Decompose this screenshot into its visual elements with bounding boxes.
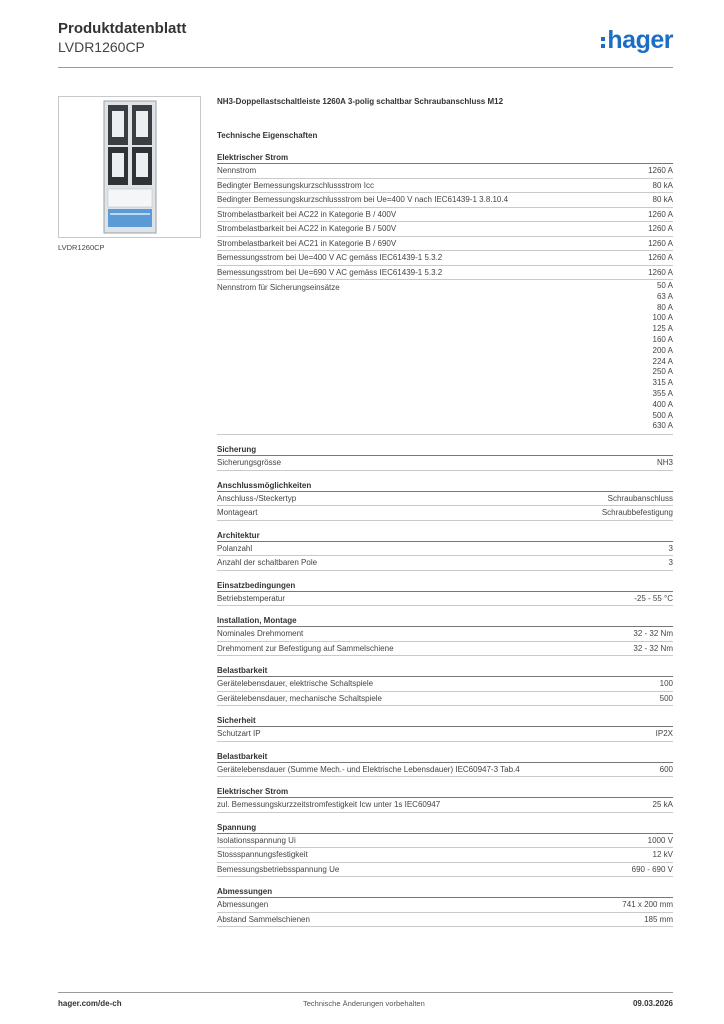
property-label: Betriebstemperatur <box>217 593 286 603</box>
property-row <box>217 677 673 692</box>
property-value: 3 <box>668 558 673 568</box>
property-value-item: 160 A <box>652 334 673 344</box>
property-label: Isolationsspannung Ui <box>217 835 296 845</box>
section-title: Abmessungen <box>217 885 673 898</box>
page-footer <box>58 992 673 1012</box>
property-row <box>217 456 673 471</box>
section-title: Elektrischer Strom <box>217 151 673 164</box>
property-label: Nominales Drehmoment <box>217 629 304 639</box>
property-value: 1260 A <box>648 267 673 277</box>
section-title: Architektur <box>217 529 673 542</box>
property-label: Sicherungsgrösse <box>217 458 282 468</box>
property-section <box>217 664 673 706</box>
datasheet-content <box>217 97 673 935</box>
section-title: Belastbarkeit <box>217 664 673 677</box>
property-section <box>217 821 673 878</box>
product-code: LVDR1260CP <box>58 39 145 55</box>
property-value: 12 kV <box>652 850 673 860</box>
property-label: Bemessungsbetriebsspannung Ue <box>217 864 340 874</box>
property-row <box>217 848 673 863</box>
property-row <box>217 913 673 928</box>
property-value: 80 kA <box>652 180 673 190</box>
property-label: Abmessungen <box>217 900 269 910</box>
property-value-item: 355 A <box>652 388 673 398</box>
property-label: Bedingter Bemessungskurzschlussstrom Icc <box>217 180 374 190</box>
section-title: Einsatzbedingungen <box>217 579 673 592</box>
property-value: Schraubanschluss <box>607 493 673 503</box>
property-section <box>217 529 673 571</box>
section-title: Sicherheit <box>217 714 673 727</box>
property-label: Bedingter Bemessungskurzschlussstrom bei Ue=400 V nach IEC61439-1 3.8.10.4 <box>217 195 509 204</box>
property-value-item: 80 A <box>656 302 673 312</box>
property-label: Drehmoment zur Befestigung auf Sammelschiene <box>217 643 394 653</box>
property-row <box>217 898 673 913</box>
property-row <box>217 863 673 878</box>
property-row <box>217 179 673 194</box>
property-label: Bemessungsstrom bei Ue=690 V AC gemäss IEC61439-1 5.3.2 <box>217 267 443 277</box>
footer-website: hager.com/de-ch <box>58 999 122 1008</box>
property-section <box>217 885 673 927</box>
property-value: 185 mm <box>644 914 673 924</box>
property-label: Polanzahl <box>217 543 253 553</box>
property-value: IP2X <box>655 729 673 739</box>
property-sections <box>217 151 673 927</box>
property-label: Strombelastbarkeit bei AC21 in Kategorie B / 690V <box>217 238 397 248</box>
property-row <box>217 592 673 607</box>
property-value: 1260 A <box>648 224 673 233</box>
property-value-item: 50 A <box>656 281 673 290</box>
property-row <box>217 642 673 657</box>
technical-properties-heading: Technische Eigenschaften <box>217 131 318 140</box>
footer-notice: Technische Änderungen vorbehalten <box>303 999 425 1008</box>
property-value: 3 <box>668 543 673 553</box>
section-title: Sicherung <box>217 443 673 456</box>
property-label: Bemessungsstrom bei Ue=400 V AC gemäss IEC61439-1 5.3.2 <box>217 253 443 262</box>
hager-logo <box>601 27 673 53</box>
property-row <box>217 763 673 778</box>
property-row <box>217 492 673 507</box>
property-value-item: 315 A <box>652 378 673 388</box>
property-value: 1000 V <box>647 835 673 845</box>
property-row <box>217 834 673 849</box>
property-label: Anschluss-/Steckertyp <box>217 493 297 503</box>
property-label: Anzahl der schaltbaren Pole <box>217 558 318 568</box>
property-row <box>217 193 673 208</box>
property-value: Schraubbefestigung <box>601 508 673 518</box>
property-row <box>217 164 673 179</box>
property-value: 32 - 32 Nm <box>633 629 673 639</box>
property-value: 1260 A <box>648 238 673 248</box>
section-title: Installation, Montage <box>217 614 673 627</box>
property-value: 32 - 32 Nm <box>633 643 673 653</box>
property-value: NH3 <box>656 458 673 468</box>
property-section <box>217 614 673 656</box>
property-label: Abstand Sammelschienen <box>217 914 310 924</box>
section-title: Anschlussmöglichkeiten <box>217 479 673 492</box>
product-description: NH3-Doppellastschaltleiste 1260A 3-polig schaltbar Schraubanschluss M12 <box>217 97 504 106</box>
property-value-item: 100 A <box>652 313 673 323</box>
property-label: Montageart <box>217 508 258 518</box>
property-label: Gerätelebensdauer, elektrische Schaltspiele <box>217 679 374 689</box>
property-label: zul. Bemessungskurzzeitstromfestigkeit Icw unter 1s IEC60947 <box>217 800 441 810</box>
property-row <box>217 222 673 237</box>
product-image-caption: LVDR1260CP <box>58 243 105 252</box>
property-row <box>217 280 673 435</box>
property-value: 1260 A <box>648 209 673 219</box>
property-value: 1260 A <box>648 253 673 262</box>
property-section <box>217 785 673 813</box>
property-label: Nennstrom <box>217 166 257 175</box>
property-value: -25 - 55 °C <box>634 593 673 603</box>
property-value-item: 250 A <box>652 367 673 377</box>
property-value <box>653 281 673 432</box>
property-value-item: 200 A <box>652 345 673 355</box>
property-row <box>217 692 673 707</box>
property-value-item: 630 A <box>652 421 673 431</box>
property-row <box>217 727 673 742</box>
property-value: 500 <box>659 693 673 703</box>
property-value-item: 400 A <box>652 399 673 409</box>
property-label: Schutzart IP <box>217 729 261 739</box>
logo-text: hager <box>607 26 673 54</box>
property-row <box>217 208 673 223</box>
property-label: Nennstrom für Sicherungseinsätze <box>217 283 340 292</box>
switch-disconnector-icon <box>100 99 160 235</box>
property-value: 1260 A <box>648 166 673 175</box>
property-row <box>217 506 673 521</box>
product-image <box>58 96 201 238</box>
document-title: Produktdatenblatt <box>58 20 187 37</box>
property-value: 25 kA <box>652 800 673 810</box>
property-label: Stossspannungsfestigkeit <box>217 850 308 860</box>
property-row <box>217 542 673 557</box>
section-title: Spannung <box>217 821 673 834</box>
property-row <box>217 798 673 813</box>
property-value: 600 <box>659 764 673 774</box>
property-row <box>217 251 673 266</box>
property-section <box>217 443 673 471</box>
property-value-item: 63 A <box>656 291 673 301</box>
property-value: 100 <box>659 679 673 689</box>
property-label: Strombelastbarkeit bei AC22 in Kategorie B / 400V <box>217 209 397 219</box>
property-row <box>217 266 673 281</box>
property-label: Gerätelebensdauer, mechanische Schaltspiele <box>217 693 382 703</box>
property-value-item: 500 A <box>652 410 673 420</box>
property-value: 741 x 200 mm <box>622 900 673 910</box>
property-section <box>217 579 673 607</box>
property-value-item: 125 A <box>652 324 673 334</box>
property-label: Strombelastbarkeit bei AC22 in Kategorie B / 500V <box>217 224 397 233</box>
section-title: Belastbarkeit <box>217 750 673 763</box>
property-row <box>217 627 673 642</box>
property-section <box>217 750 673 778</box>
property-value-item: 224 A <box>652 356 673 366</box>
property-label: Gerätelebensdauer (Summe Mech.- und Elektrische Lebensdauer) IEC60947-3 Tab.4 <box>217 764 520 774</box>
section-title: Elektrischer Strom <box>217 785 673 798</box>
logo-dots-icon <box>601 37 605 48</box>
property-section <box>217 714 673 742</box>
property-value: 690 - 690 V <box>631 864 673 874</box>
property-section <box>217 479 673 521</box>
property-value: 80 kA <box>652 195 673 204</box>
page-header <box>58 20 673 68</box>
footer-date: 09.03.2026 <box>632 999 673 1008</box>
property-section <box>217 151 673 435</box>
property-row <box>217 556 673 571</box>
property-row <box>217 237 673 252</box>
